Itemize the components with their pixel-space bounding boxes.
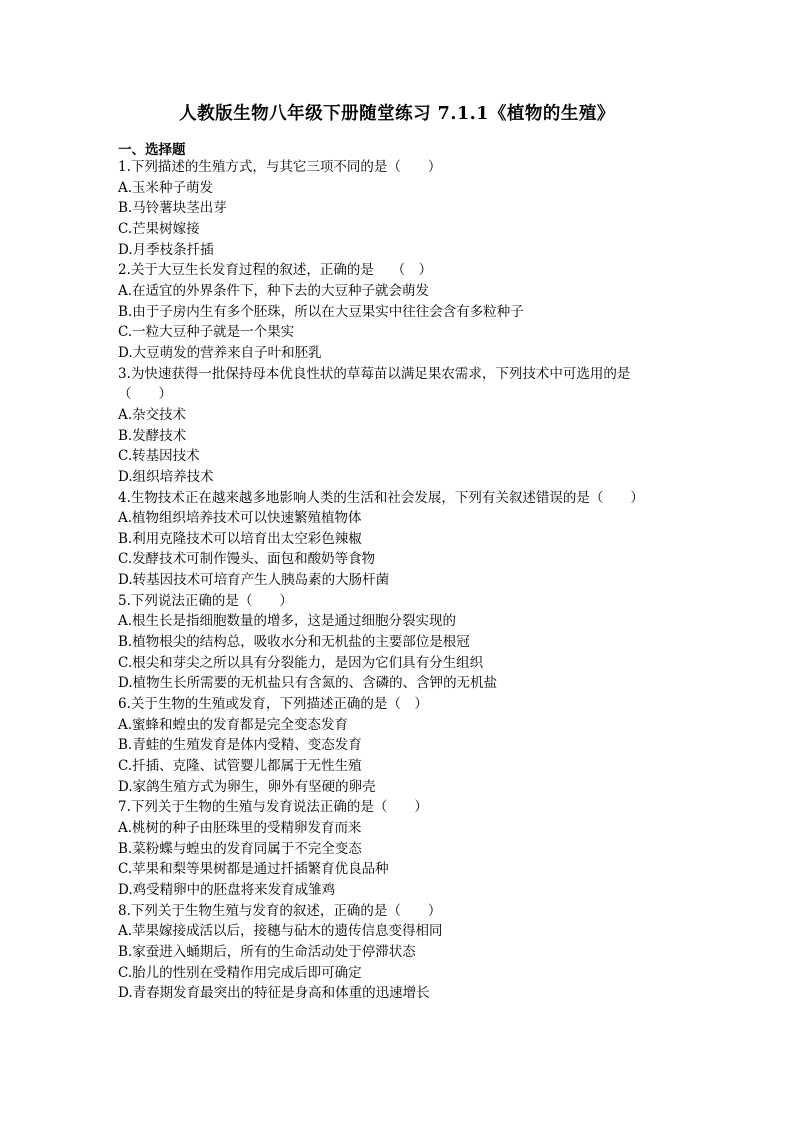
question-stem: 6.关于生物的生殖或发育，下列描述正确的是（ ） xyxy=(118,696,428,713)
answer-option: C.芒果树嫁接 xyxy=(118,220,200,237)
answer-option: C.苹果和梨等果树都是通过扦插繁育优良品种 xyxy=(118,861,389,878)
answer-option: B.由于子房内生有多个胚珠，所以在大豆果实中往往会含有多粒种子 xyxy=(118,303,524,320)
answer-option: D.大豆萌发的营养来自子叶和胚乳 xyxy=(118,344,322,361)
question-stem: 2.关于大豆生长发育过程的叙述，正确的是 （ ） xyxy=(118,262,433,279)
answer-option: D.鸡受精卵中的胚盘将来发育成雏鸡 xyxy=(118,881,336,898)
answer-option: A.苹果嫁接成活以后，接穗与砧木的遗传信息变得相同 xyxy=(118,923,443,940)
answer-option: B.家蚕进入蛹期后，所有的生命活动处于停滞状态 xyxy=(118,943,416,960)
answer-option: B.发酵技术 xyxy=(118,427,187,444)
question-stem: 3.为快速获得一批保持母本优良性状的草莓苗以满足果农需求，下列技术中可选用的是（ ） xyxy=(118,365,631,403)
answer-option: C.扦插、克隆、试管婴儿都属于无性生殖 xyxy=(118,758,362,775)
answer-option: A.蜜蜂和蝗虫的发育都是完全变态发育 xyxy=(118,716,349,733)
answer-option: C.根尖和芽尖之所以具有分裂能力，是因为它们具有分生组织 xyxy=(118,654,484,671)
answer-option: A.杂交技术 xyxy=(118,406,187,423)
answer-option: C.一粒大豆种子就是一个果实 xyxy=(118,324,295,341)
answer-option: C.发酵技术可制作馒头、面包和酸奶等食物 xyxy=(118,551,376,568)
answer-option: B.植物根尖的结构总，吸收水分和无机盐的主要部位是根冠 xyxy=(118,634,470,651)
answer-option: A.桃树的种子由胚珠里的受精卵发育而来 xyxy=(118,820,362,836)
answer-option: C.转基因技术 xyxy=(118,448,200,465)
answer-option: A.玉米种子萌发 xyxy=(118,179,214,196)
question-stem: 4.生物技术正在越来越多地影响人类的生活和社会发展，下列有关叙述错误的是（ ） xyxy=(118,489,644,506)
question-stem: 5.下列说法正确的是（ ） xyxy=(118,592,293,609)
question-stem: 8.下列关于生物生殖与发育的叙述，正确的是（ ） xyxy=(118,902,442,919)
answer-option: D.月季枝条扦插 xyxy=(118,241,214,258)
answer-option: D.组织培养技术 xyxy=(118,468,214,485)
answer-option: A.在适宜的外界条件下，种下去的大豆种子就会萌发 xyxy=(118,282,430,299)
section-heading: 一、选择题 xyxy=(118,142,186,158)
answer-option: A.根生长是指细胞数量的增多，这是通过细胞分裂实现的 xyxy=(118,613,457,630)
answer-option: B.利用克隆技术可以培育出太空彩色辣椒 xyxy=(118,530,362,547)
document-title: 人教版生物八年级下册随堂练习 7.1.1《植物的生殖》 xyxy=(179,104,615,124)
answer-option: D.植物生长所需要的无机盐只有含氮的、含磷的、含钾的无机盐 xyxy=(118,675,498,692)
answer-option: C.胎儿的性别在受精作用完成后即可确定 xyxy=(118,964,362,981)
question-stem: 1.下列描述的生殖方式，与其它三项不同的是（ ） xyxy=(118,159,442,175)
answer-option: B.马铃薯块茎出芽 xyxy=(118,200,227,217)
answer-option: B.菜粉蝶与蝗虫的发育同属于不完全变态 xyxy=(118,840,362,857)
answer-option: D.转基因技术可培育产生人胰岛素的大肠杆菌 xyxy=(118,572,390,589)
answer-option: B.青蛙的生殖发育是体内受精、变态发育 xyxy=(118,737,362,754)
answer-option: D.家鸽生殖方式为卵生，卵外有坚硬的卵壳 xyxy=(118,778,376,795)
answer-option: D.青春期发育最突出的特征是身高和体重的迅速增长 xyxy=(118,985,430,1002)
answer-option: A.植物组织培养技术可以快速繁殖植物体 xyxy=(118,510,362,527)
question-stem: 7.下列关于生物的生殖与发育说法正确的是（ ） xyxy=(118,799,428,816)
question-list xyxy=(118,157,674,1004)
